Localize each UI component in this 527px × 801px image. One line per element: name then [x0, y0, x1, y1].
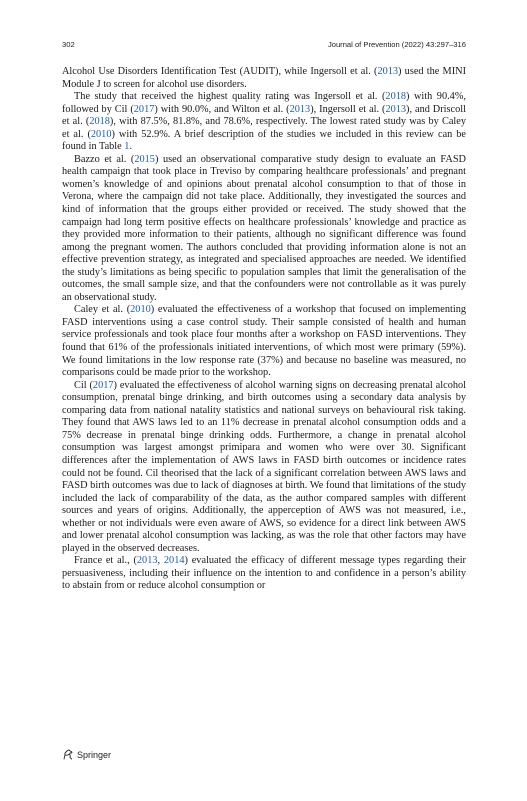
paragraph-text: ) evaluated the effectiveness of a workshop that focused on implementing FASD interventions using a case control study. Their sample consisted of health and human service professionals and took place four months after a workshop on FASD interventions. They found that 61% of the professionals initiated interventions, of which most were primary (59%). We found limitations in the low response rate (37%) and because no baseline was measured, no comparisons could be made prior to the workshop. [62, 304, 466, 379]
citation-link[interactable]: 2013 [385, 103, 407, 115]
citation-link[interactable]: 2013 [289, 103, 311, 115]
citation-link[interactable]: 2010 [90, 128, 112, 140]
paragraph-text: Alcohol Use Disorders Identification Test (AUDIT), while Ingersoll et al. ( [62, 66, 378, 77]
paragraph-text: ), with 87.5%, 81.8%, and 78.6%, respectively. The lowest rated study was by Caley et al. ( [62, 116, 467, 140]
springer-horse-icon [62, 749, 74, 760]
paragraph-text: The study that received the highest quality rating was Ingersoll et al. ( [74, 91, 386, 103]
citation-link[interactable]: 2015 [134, 153, 155, 165]
paragraph-text: ), Ingersoll et al. ( [310, 103, 386, 115]
citation-link[interactable]: 2010 [130, 304, 151, 316]
paragraph-text: ) with 52.9%. A brief description of the studies we included in this review can be found in Table [62, 128, 467, 153]
paragraph-text: Caley et al. ( [74, 304, 131, 316]
citation-link[interactable]: 2013 [377, 66, 399, 77]
paragraph [62, 304, 466, 379]
paragraph [62, 555, 466, 593]
paragraph-text: ) evaluated the efficacy of different message types regarding their persuasiveness, including their influence on the intention to and confidence in a person’s ability to abstain from or reduce alcohol consumption or [62, 555, 466, 592]
citation-link[interactable]: 2018 [89, 116, 110, 128]
paragraph-text: ) with 90.0%, and Wilton et al. ( [154, 103, 290, 115]
citation-link[interactable]: 1 [124, 141, 130, 153]
paragraph-text: ) evaluated the effectiveness of alcohol warning signs on decreasing prenatal alcohol consumption, prenatal binge drinking, and birth outcomes using a secondary data analysis by comparing data from national natality statistics and national surveys on behavioural risk taking. They found that AWS laws led to an 11% decrease in prenatal alcohol consumption odds and a 75% decrease in prenatal binge drinking odds. Furthermore, a change in prenatal alcohol consumption was largest amongst primipara and women who were over 30. Significant differences after the implementation of AWS laws in FASD birth outcomes or incidence rates could not be found. Cil theorised that the lack of a significant correlation between AWS laws and FASD birth outcomes was due to lack of diagnoses at birth. We found that limitations of the study included the lack of comparability of the data, as the author compared samples with different sources and years of origins. Additionally, the apperception of AWS was not measured, i.e., whether or not individuals were even aware of AWS, so evidence for a direct link between AWS and lower prenatal alcohol consumption was lacking, as was the role that other factors may have played in the observed decreases. [62, 379, 466, 554]
paragraph [62, 66, 466, 91]
paragraph-text: France et al., ( [74, 555, 137, 567]
publisher-footer [62, 749, 111, 760]
paragraph [62, 154, 466, 305]
paragraph-text: ) with 90.4%, followed by Cil ( [62, 91, 466, 115]
paragraph-text: ) used an observational comparative study design to evaluate an FASD health campaign that took place in Treviso by comparing healthcare professionals’ and pregnant women’s knowledge of and opinions about prenatal alcohol consumption to that of those in Verona, where the campaign did not take place. Additionally, they investigated the sources and kind of information that the groups either provided or received. The study showed that the campaign had long term positive effects on healthcare professionals’ knowledge and practice as they provided more information to their patients, although no significant difference was found among the pregnant women. The authors concluded that providing information alone is not an effective prevention strategy, as integrated and specialised approaches are needed. We identified the study’s limitations as being specific to population samples that limit the generalisation of the outcomes, the small sample size, and that the confounders were not controllable as it was purely an observational study. [62, 153, 466, 303]
citation-link[interactable]: 2013 [136, 555, 158, 567]
citation-link[interactable]: 2017 [133, 103, 155, 115]
publisher-name: Springer [77, 749, 112, 760]
citation-link[interactable]: 2014 [163, 555, 185, 567]
paragraph-text: ) used the MINI Module J to screen for alcohol use disorders. [62, 66, 466, 90]
citation-link[interactable]: 2017 [92, 379, 114, 391]
paragraph-text: Bazzo et al. ( [74, 153, 135, 165]
paragraph [62, 380, 466, 556]
paragraph-text: Cil ( [74, 379, 93, 391]
journal-citation: Journal of Prevention (2022) 43:297–316 [327, 40, 466, 49]
page-number: 302 [62, 40, 75, 49]
running-header [62, 40, 466, 49]
citation-link[interactable]: 2018 [385, 91, 407, 103]
paragraph-text: , [157, 555, 164, 567]
paragraph [62, 91, 466, 154]
paragraph-text: ), and Driscoll et al. ( [62, 103, 466, 128]
article-body [62, 66, 466, 593]
paragraph-text: . [129, 141, 133, 153]
